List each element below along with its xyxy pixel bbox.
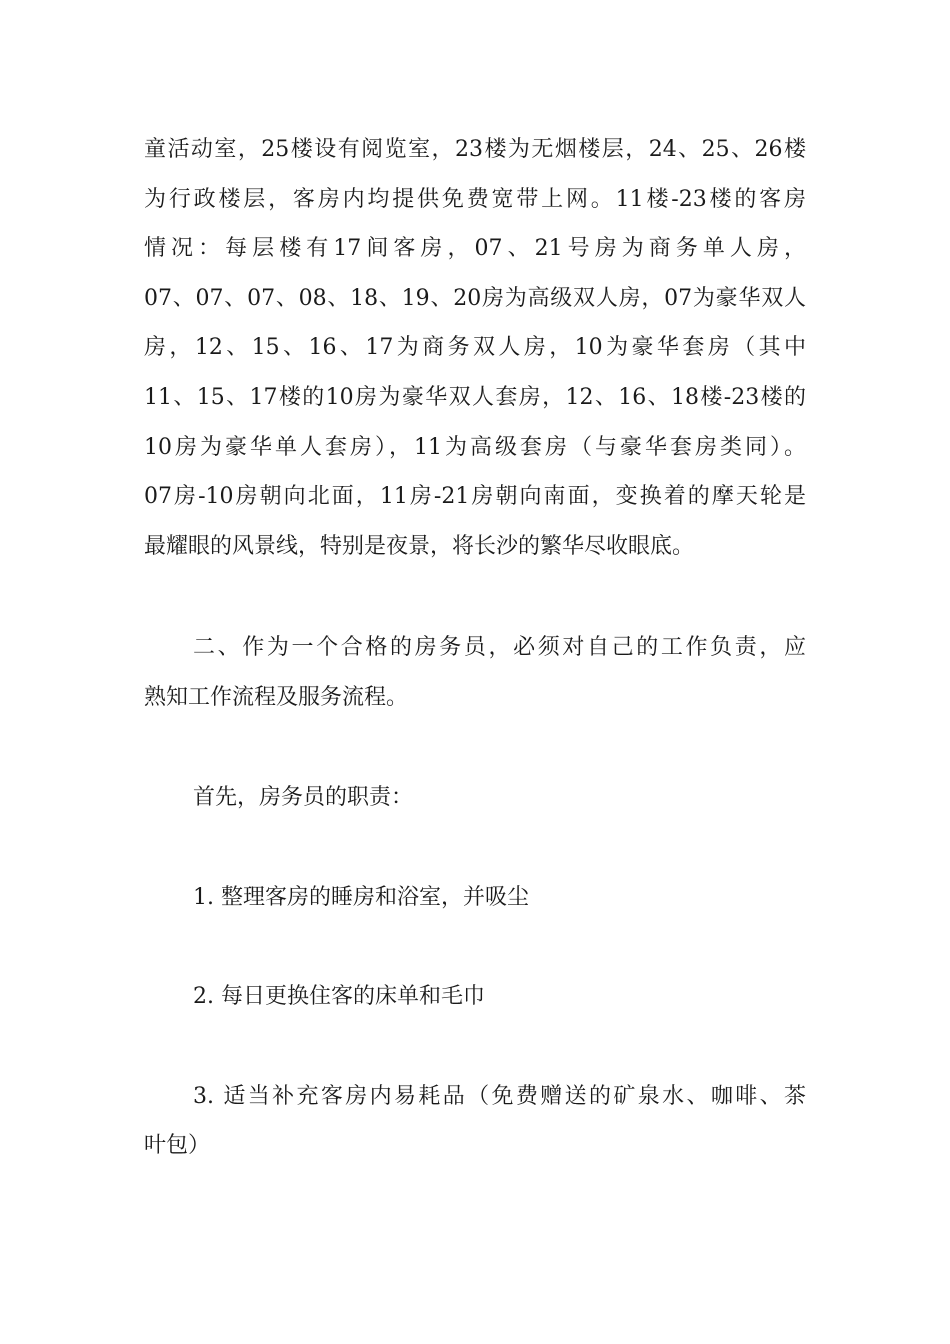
paragraph-1-line-3: 情况：每层楼有17间客房，07、21号房为商务单人房， [144, 236, 806, 261]
list-item-1: 1. 整理客房的睡房和浴室，并吸尘 [193, 885, 529, 910]
paragraph-1-line-6: 11、15、17楼的10房为豪华双人套房，12、16、18楼-23楼的 [144, 385, 806, 410]
paragraph-1-line-5: 房，12、15、16、17为商务双人房，10为豪华套房（其中 [144, 335, 806, 360]
paragraph-1-line-2: 为行政楼层，客房内均提供免费宽带上网。11楼-23楼的客房 [144, 187, 806, 212]
list-item-3-line-2: 叶包） [144, 1133, 211, 1158]
paragraph-3: 首先，房务员的职责： [193, 785, 414, 810]
paragraph-1-line-9: 最耀眼的风景线，特别是夜景，将长沙的繁华尽收眼底。 [144, 534, 695, 559]
paragraph-1-line-7: 10房为豪华单人套房），11为高级套房（与豪华套房类同）。 [144, 435, 806, 460]
paragraph-1-line-8: 07房-10房朝向北面，11房-21房朝向南面，变换着的摩天轮是 [144, 484, 806, 509]
paragraph-1-line-4: 07、07、07、08、18、19、20房为高级双人房，07为豪华双人 [144, 286, 806, 311]
paragraph-2-line-1: 二、作为一个合格的房务员，必须对自己的工作负责，应 [193, 635, 806, 660]
list-item-3-line-1: 3. 适当补充客房内易耗品（免费赠送的矿泉水、咖啡、茶 [193, 1084, 806, 1109]
paragraph-1-line-1: 童活动室，25楼设有阅览室，23楼为无烟楼层，24、25、26楼 [144, 137, 806, 162]
list-item-2: 2. 每日更换住客的床单和毛巾 [193, 984, 485, 1009]
paragraph-2-line-2: 熟知工作流程及服务流程。 [144, 685, 409, 710]
